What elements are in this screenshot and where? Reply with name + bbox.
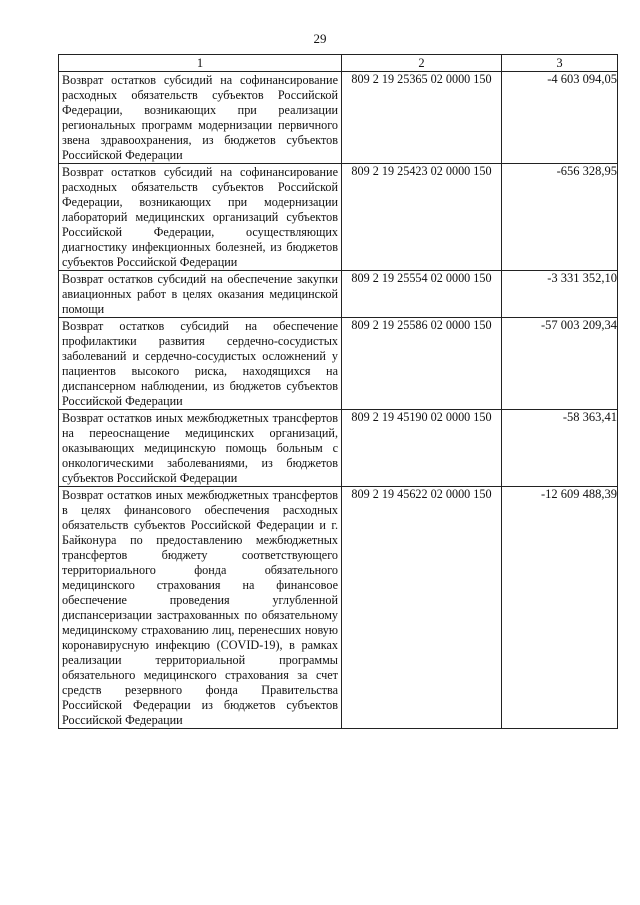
budget-code-cell: 809 2 19 25365 02 0000 150	[342, 72, 502, 164]
budget-code-cell: 809 2 19 45190 02 0000 150	[342, 410, 502, 487]
budget-code-cell: 809 2 19 25586 02 0000 150	[342, 318, 502, 410]
row-description: Возврат остатков субсидий на софинансирование расходных обязательств субъектов Российской Федерации, возникающих при реализации региональных программ модернизации первичного звена здравоохранения, из бюджетов субъектов Российской Федерации	[62, 73, 338, 162]
budget-code-cell: 809 2 19 25554 02 0000 150	[342, 271, 502, 318]
description-cell	[59, 487, 342, 729]
amount-cell: -3 331 352,10	[502, 271, 618, 318]
amount-cell: -12 609 488,39	[502, 487, 618, 729]
column-header-1: 1	[59, 55, 342, 72]
table-header-row	[59, 55, 618, 72]
budget-code-cell: 809 2 19 45622 02 0000 150	[342, 487, 502, 729]
amount-cell: -57 003 209,34	[502, 318, 618, 410]
row-description: Возврат остатков субсидий на софинансирование расходных обязательств субъектов Российской Федерации, возникающих при модернизации лабораторий медицинских организаций субъектов Российской Федерации, осуществляющих диагностику инфекционных болезней, из бюджетов субъектов Российской Федерации	[62, 165, 338, 269]
row-description: Возврат остатков субсидий на обеспечение закупки авиационных работ в целях оказания медицинской помощи	[62, 272, 338, 316]
table-row	[59, 487, 618, 729]
table-row	[59, 72, 618, 164]
description-cell	[59, 164, 342, 271]
row-description: Возврат остатков субсидий на обеспечение профилактики развития сердечно-сосудистых заболеваний и сердечно-сосудистых осложнений у пациентов высокого риска, находящихся на диспансерном наблюдении, из бюджетов субъектов Российской Федерации	[62, 319, 338, 408]
table-row	[59, 410, 618, 487]
table-row	[59, 271, 618, 318]
description-cell	[59, 72, 342, 164]
amount-cell: -58 363,41	[502, 410, 618, 487]
column-header-2: 2	[342, 55, 502, 72]
page-number: 29	[313, 31, 327, 46]
table-row	[59, 164, 618, 271]
description-cell	[59, 318, 342, 410]
row-description: Возврат остатков иных межбюджетных трансфертов на переоснащение медицинских организаций, оказывающих медицинскую помощь больным с онкологическими заболеваниями, из бюджетов субъектов Российской Федерации	[62, 411, 338, 485]
budget-table	[58, 54, 618, 729]
amount-cell: -4 603 094,05	[502, 72, 618, 164]
description-cell	[59, 410, 342, 487]
description-cell	[59, 271, 342, 318]
budget-code-cell: 809 2 19 25423 02 0000 150	[342, 164, 502, 271]
table-row	[59, 318, 618, 410]
column-header-3: 3	[502, 55, 618, 72]
amount-cell: -656 328,95	[502, 164, 618, 271]
row-description: Возврат остатков иных межбюджетных трансфертов в целях финансового обеспечения расходных обязательств субъектов Российской Федерации и г. Байконура по предоставлению межбюджетных трансфертов бюджету соответствующего территориального фонда обязательного медицинского страхования на финансовое обеспечение проведения углубленной диспансеризации застрахованных по обязательному медицинскому страхованию лиц, перенесших новую коронавирусную инфекцию (COVID-19), в рамках реализации территориальной программы обязательного медицинского страхования за счет средств резервного фонда Правительства Российской Федерации из бюджетов субъектов Российской Федерации	[62, 488, 338, 727]
